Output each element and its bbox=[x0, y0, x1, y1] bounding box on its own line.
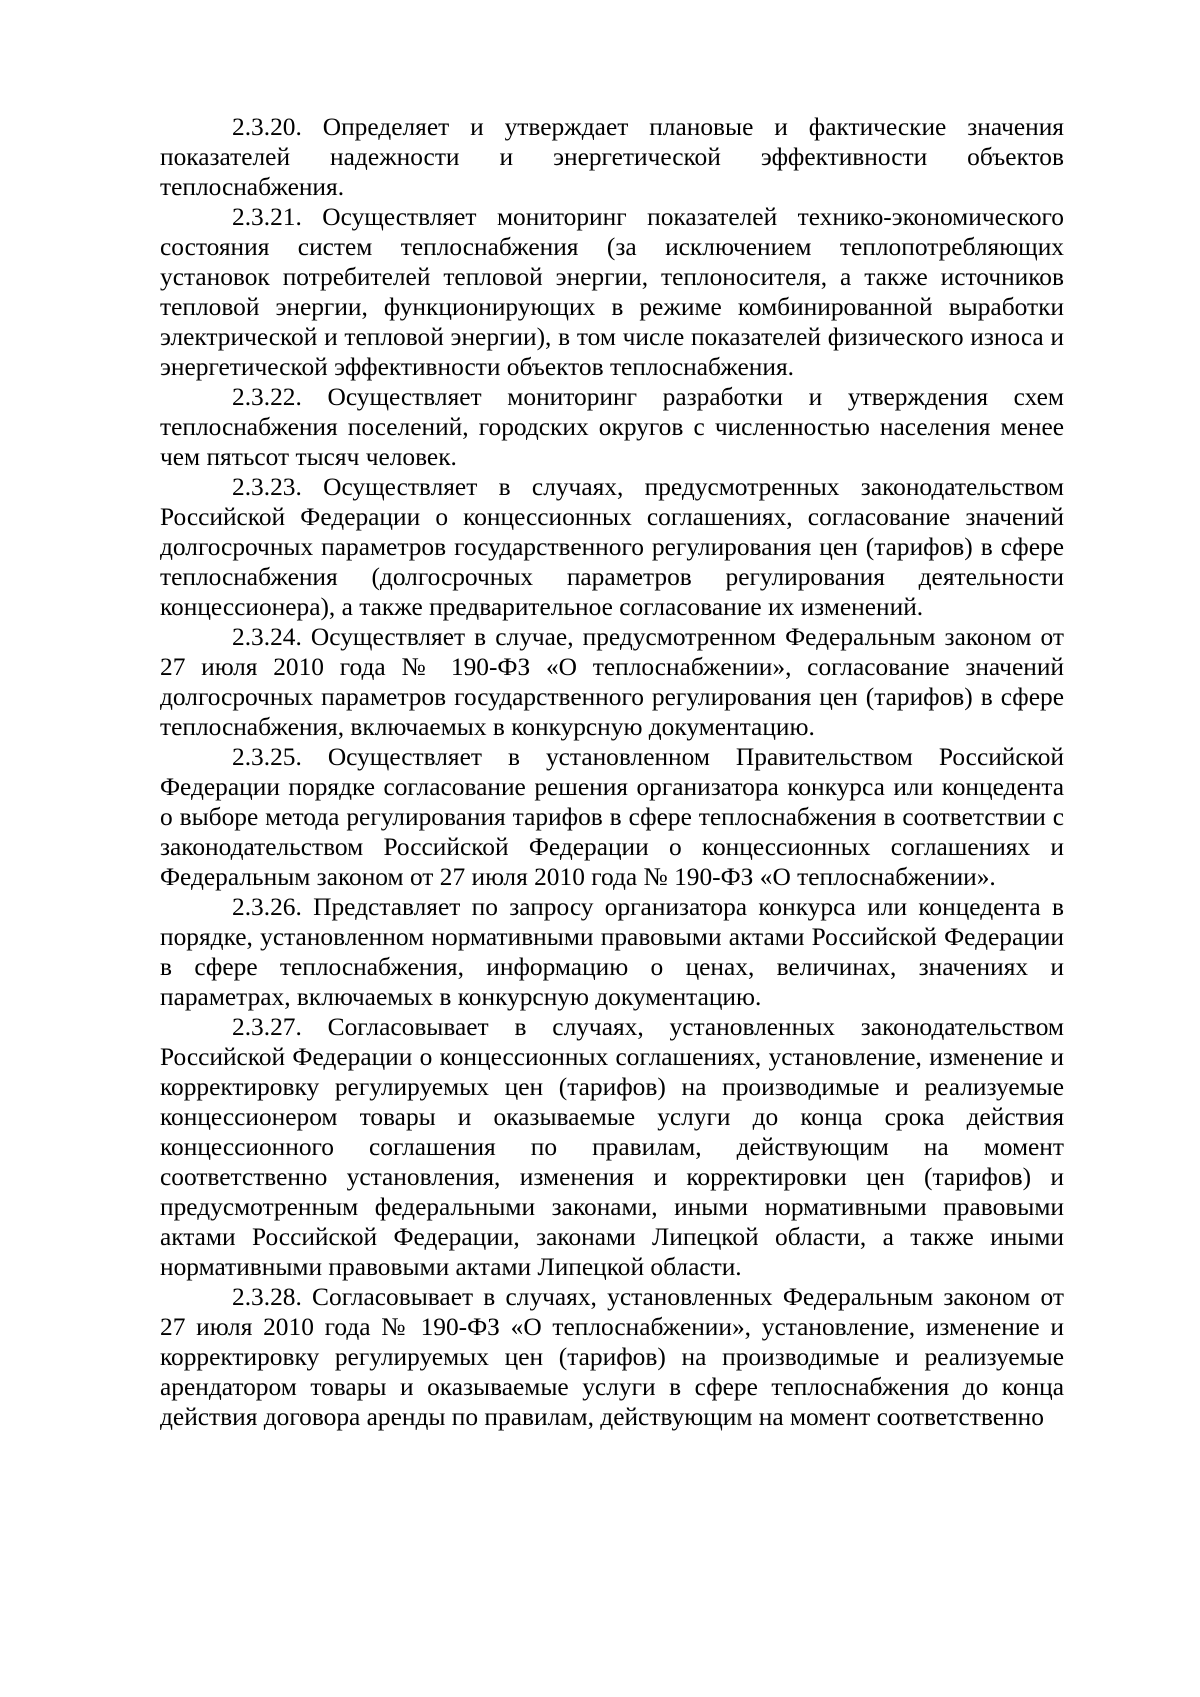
paragraph-2-3-28: 2.3.28. Согласовывает в случаях, установленных Федеральным законом от 27 июля 2010 года № 190-ФЗ «О теплоснабжении», установление, изменение и корректировку регулируемых цен (тарифов) на производимые и реализуемые арендатором товары и оказываемые услуги в сфере теплоснабжения до конца действия договора аренды по правилам, действующим на момент соответственно bbox=[160, 1283, 1064, 1431]
paragraph-2-3-22: 2.3.22. Осуществляет мониторинг разработки и утверждения схем теплоснабжения поселений, городских округов с численностью населения менее чем пятьсот тысяч человек. bbox=[160, 383, 1064, 471]
paragraph-2-3-25: 2.3.25. Осуществляет в установленном Правительством Российской Федерации порядке согласование решения организатора конкурса или концедента о выборе метода регулирования тарифов в сфере теплоснабжения в соответствии с законодательством Российской Федерации о концессионных соглашениях и Федеральным законом от 27 июля 2010 года № 190-ФЗ «О теплоснабжении». bbox=[160, 743, 1064, 891]
paragraph-2-3-21: 2.3.21. Осуществляет мониторинг показателей технико-экономического состояния систем теплоснабжения (за исключением теплопотребляющих установок потребителей тепловой энергии, теплоносителя, а также источников тепловой энергии, функционирующих в режиме комбинированной выработки электрической и тепловой энергии), в том числе показателей физического износа и энергетической эффективности объектов теплоснабжения. bbox=[160, 203, 1064, 381]
paragraph-2-3-20: 2.3.20. Определяет и утверждает плановые и фактические значения показателей надежности и энергетической эффективности объектов теплоснабжения. bbox=[160, 113, 1064, 201]
paragraph-2-3-23: 2.3.23. Осуществляет в случаях, предусмотренных законодательством Российской Федерации о концессионных соглашениях, согласование значений долгосрочных параметров государственного регулирования цен (тарифов) в сфере теплоснабжения (долгосрочных параметров регулирования деятельности концессионера), а также предварительное согласование их изменений. bbox=[160, 473, 1064, 621]
paragraph-2-3-27: 2.3.27. Согласовывает в случаях, установленных законодательством Российской Федерации о концессионных соглашениях, установление, изменение и корректировку регулируемых цен (тарифов) на производимые и реализуемые концессионером товары и оказываемые услуги до конца срока действия концессионного соглашения по правилам, действующим на момент соответственно установления, изменения и корректировки цен (тарифов) и предусмотренным федеральными законами, иными нормативными правовыми актами Российской Федерации, законами Липецкой области, а также иными нормативными правовыми актами Липецкой области. bbox=[160, 1013, 1064, 1281]
paragraph-2-3-26: 2.3.26. Представляет по запросу организатора конкурса или концедента в порядке, установленном нормативными правовыми актами Российской Федерации в сфере теплоснабжения, информацию о ценах, величинах, значениях и параметрах, включаемых в конкурсную документацию. bbox=[160, 893, 1064, 1011]
document-page bbox=[160, 112, 1064, 1432]
paragraph-2-3-24: 2.3.24. Осуществляет в случае, предусмотренном Федеральным законом от 27 июля 2010 года № 190-ФЗ «О теплоснабжении», согласование значений долгосрочных параметров государственного регулирования цен (тарифов) в сфере теплоснабжения, включаемых в конкурсную документацию. bbox=[160, 623, 1064, 741]
